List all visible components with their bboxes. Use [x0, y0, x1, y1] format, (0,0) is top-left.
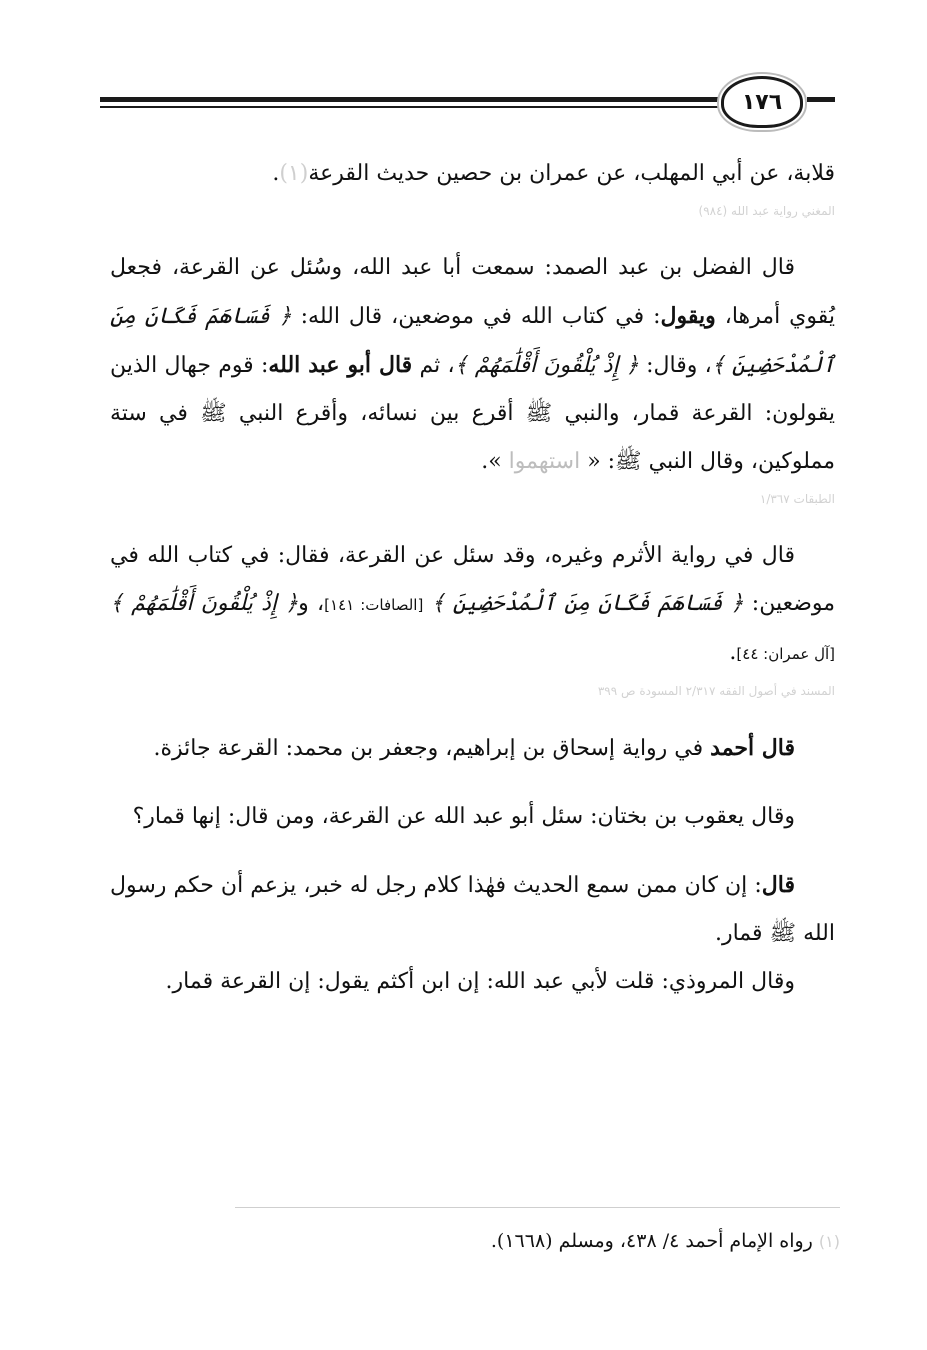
p2-text-1: قال الفضل بن عبد الصمد: سمعت أبا عبد الله، وسُئل عن القرعة، فجعل يُقوي أمرها، [110, 255, 835, 329]
page-number: ١٧٦ [721, 76, 803, 128]
p2-bold-1: ويقول [660, 303, 716, 329]
p3-text-2: ، و [298, 591, 325, 616]
page-header [100, 70, 835, 126]
p3-text-3: . [729, 640, 737, 665]
verse-reference-2: [آل عمران: ٤٤] [736, 645, 835, 663]
page-body [110, 150, 835, 1006]
footnote-mark: (١) [818, 1232, 840, 1251]
footnote-separator [235, 1207, 840, 1208]
p2-text-3: ، وقال: [638, 353, 712, 378]
quran-verse-1: ﴿ فَسَاهَمَ فَكَانَ مِنَ ٱلْمُدْحَضِينَ ﴾ [110, 304, 835, 378]
p2-faded-word: استهموا [508, 449, 581, 474]
paragraph-2 [110, 244, 835, 486]
quran-verse-2: ﴿ إِذْ يُلْقُونَ أَقْلَٰمَهُمْ ﴾ [454, 353, 639, 378]
p6-bold-1: قال [761, 872, 795, 898]
paragraph-6 [110, 861, 835, 958]
p2-text-2: : في كتاب الله في موضعين، قال الله: [291, 304, 661, 329]
p2-text-4: ، ثم [412, 353, 455, 378]
faded-source-note-3: المسند في أصول الفقه ٢/٣١٧ المسودة ص ٣٩٩ [597, 684, 835, 698]
footnote [235, 1226, 840, 1257]
verse-reference-1: [الصافات: ١٤١] [324, 596, 424, 614]
paragraph-4 [110, 724, 835, 773]
p4-text-1: في رواية إسحاق بن إبراهيم، وجعفر بن محمد: القرعة جائزة. [153, 736, 711, 761]
p2-bold-2: قال أبو عبد الله [268, 352, 413, 378]
p6-text-1: : إن كان ممن سمع الحديث فهٰذا كلام رجل له خبر، يزعم أن حكم رسول الله ﷺ قمار. [110, 873, 835, 946]
header-rule-thin [100, 106, 720, 108]
p4-bold-1: قال أحمد [710, 735, 795, 761]
p5-text-1: وقال يعقوب بن بختان: سئل أبو عبد الله عن القرعة، ومن قال: إنها قمار؟ [132, 804, 795, 829]
header-rule-right [807, 97, 835, 102]
faded-source-note-2: الطبقات ١/٣٦٧ [759, 492, 835, 506]
paragraph-1-text: قلابة، عن أبي المهلب، عن عمران بن حصين حديث القرعة [308, 161, 835, 186]
p7-text-1: وقال المروذي: قلت لأبي عبد الله: إن ابن أكثم يقول: إن القرعة قمار. [165, 969, 795, 994]
faded-source-note-1: المغني رواية عبد الله (٩٨٤) [698, 204, 835, 218]
quran-verse-4: ﴿ إِذْ يُلْقُونَ أَقْلَٰمَهُمْ ﴾ [110, 591, 299, 616]
footnote-text: رواه الإمام أحمد ٤/ ٤٣٨، ومسلم (١٦٦٨). [490, 1230, 813, 1252]
footnote-reference: (١) [279, 161, 309, 186]
p3-text-1: قال في رواية الأثرم وغيره، وقد سئل عن القرعة، فقال: في كتاب الله في موضعين: [110, 543, 836, 616]
header-rule-thick [100, 97, 720, 102]
paragraph-3 [110, 532, 835, 678]
quran-verse-3: ﴿ فَسَاهَمَ فَكَانَ مِنَ ٱلْمُدْحَضِينَ ﴾ [431, 591, 744, 616]
paragraph-5 [110, 793, 835, 841]
p2-text-6: ». [481, 449, 509, 474]
paragraph-1 [110, 150, 835, 198]
p2-text-5: : قوم جهال الذين يقولون: القرعة قمار، والنبي ﷺ أقرع بين نسائه، وأقرع النبي ﷺ في ستة مملوكين، وقال النبي ﷺ: « [110, 353, 835, 474]
paragraph-7 [110, 958, 835, 1006]
paragraph-1-end: . [272, 161, 280, 186]
